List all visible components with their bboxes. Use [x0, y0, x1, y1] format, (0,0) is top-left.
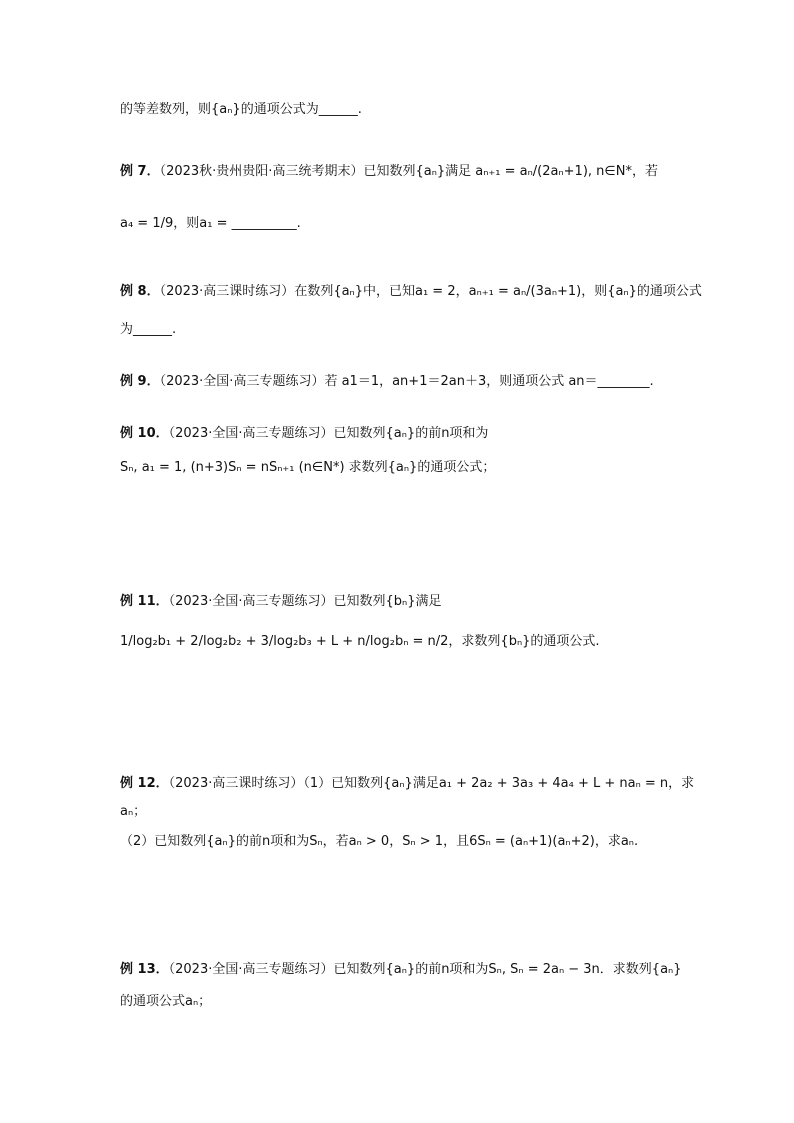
example-10-source: （2023·全国·高三专题练习）	[168, 426, 334, 441]
example-8-label: 例 8	[120, 284, 147, 299]
example-7-label: 例 7	[120, 164, 147, 179]
example-13: 例 13．（2023·全国·高三专题练习）已知数列{aₙ}的前n项和为Sₙ, Sₙ = 2aₙ − 3n．求数列{aₙ}	[120, 962, 682, 977]
example-10-text: 已知数列{aₙ}的前n项和为	[333, 426, 489, 441]
continuation-line: 的等差数列，则{aₙ}的通项公式为______.	[120, 102, 362, 117]
example-13-label: 例 13	[120, 962, 156, 977]
example-7-condition: a₄ = 1/9	[120, 216, 174, 231]
example-7-text: 已知数列{aₙ}满足 aₙ₊₁ = aₙ/(2aₙ+1), n∈N*，若	[363, 164, 658, 179]
example-12-line3: （2）已知数列{aₙ}的前n项和为Sₙ，若aₙ > 0，Sₙ > 1，且6Sₙ = (aₙ+1)(aₙ+2)，求aₙ.	[120, 834, 639, 849]
example-8-line2: 为______.	[120, 322, 177, 337]
example-12-text: （1）已知数列{aₙ}满足a₁ + 2a₂ + 3a₃ + 4a₄ + L + naₙ = n，求	[303, 776, 695, 791]
example-11: 例 11．（2023·全国·高三专题练习）已知数列{bₙ}满足	[120, 594, 442, 609]
example-7-source: （2023秋·贵州贵阳·高三统考期末）	[159, 164, 364, 179]
example-11-label: 例 11	[120, 594, 156, 609]
example-12: 例 12．（2023·高三课时练习）（1）已知数列{aₙ}满足a₁ + 2a₂ + 3a₃ + 4a₄ + L + naₙ = n，求	[120, 776, 695, 791]
example-13-source: （2023·全国·高三专题练习）	[168, 962, 334, 977]
example-11-source: （2023·全国·高三专题练习）	[168, 594, 334, 609]
example-9: 例 9．（2023·全国·高三专题练习）若 a1＝1，an+1＝2an＋3，则通项公式 an＝________.	[120, 374, 654, 389]
example-9-text: 若 a1＝1，an+1＝2an＋3，则通项公式 an＝________.	[324, 374, 654, 389]
example-13-text: 已知数列{aₙ}的前n项和为Sₙ, Sₙ = 2aₙ − 3n．求数列{aₙ}	[333, 962, 682, 977]
example-7: 例 7．（2023秋·贵州贵阳·高三统考期末）已知数列{aₙ}满足 aₙ₊₁ = aₙ/(2aₙ+1), n∈N*，若	[120, 164, 658, 179]
example-12-source: （2023·高三课时练习）	[168, 776, 304, 791]
example-10: 例 10．（2023·全国·高三专题练习）已知数列{aₙ}的前n项和为	[120, 426, 489, 441]
example-8-text: 在数列{aₙ}中，已知a₁ = 2，aₙ₊₁ = aₙ/(3aₙ+1)，则{aₙ}的通项公式	[294, 284, 702, 299]
example-7-line2	[120, 214, 301, 234]
example-10-label: 例 10	[120, 426, 156, 441]
example-9-source: （2023·全国·高三专题练习）	[159, 374, 325, 389]
example-11-text: 已知数列{bₙ}满足	[333, 594, 442, 609]
example-8-source: （2023·高三课时练习）	[159, 284, 295, 299]
example-13-line2: 的通项公式aₙ；	[120, 994, 212, 1009]
example-12-label: 例 12	[120, 776, 156, 791]
example-10-line2: Sₙ, a₁ = 1, (n+3)Sₙ = nSₙ₊₁ (n∈N*) 求数列{aₙ}的通项公式；	[120, 460, 496, 475]
example-7-ask: ，则a₁ = __________.	[173, 216, 301, 231]
example-11-line2: 1/log₂b₁ + 2/log₂b₂ + 3/log₂b₃ + L + n/log₂bₙ = n/2，求数列{bₙ}的通项公式.	[120, 634, 600, 649]
example-12-line2: aₙ；	[120, 804, 147, 819]
example-8: 例 8．（2023·高三课时练习）在数列{aₙ}中，已知a₁ = 2，aₙ₊₁ = aₙ/(3aₙ+1)，则{aₙ}的通项公式	[120, 284, 702, 299]
example-9-label: 例 9	[120, 374, 147, 389]
